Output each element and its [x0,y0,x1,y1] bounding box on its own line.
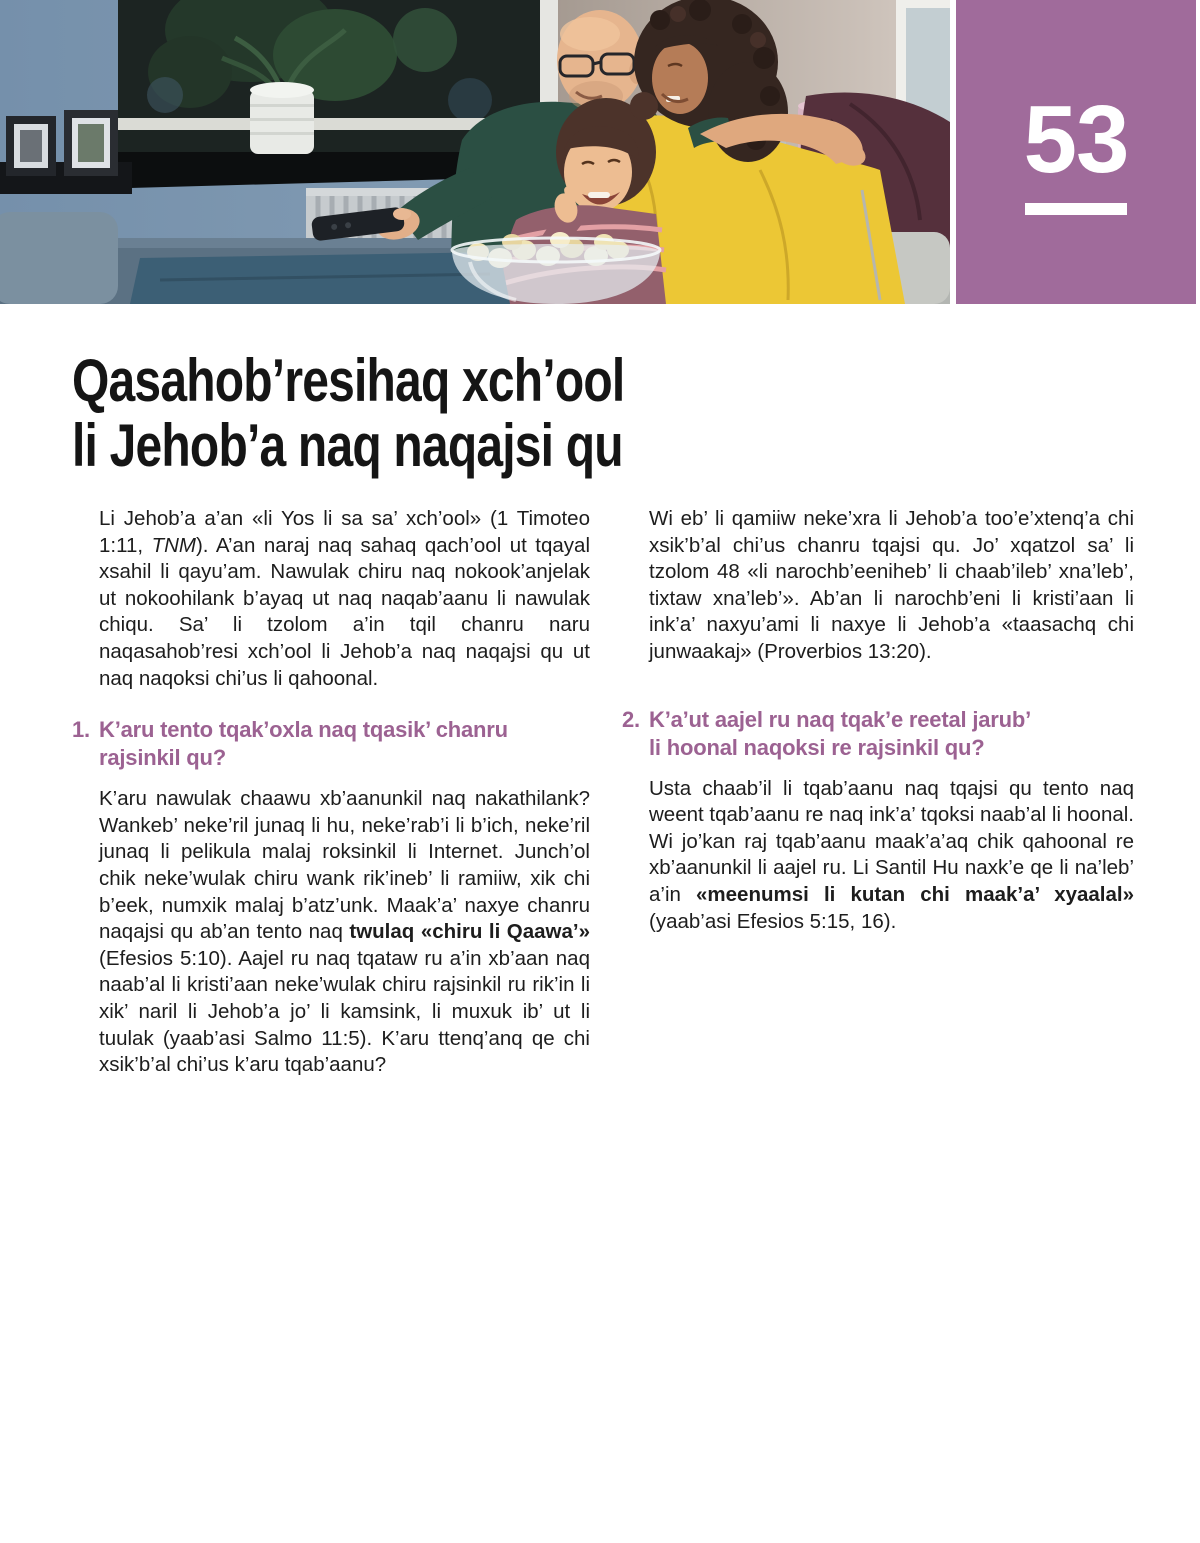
question-2-line1: K’a’ut aajel ru naq tqak’e reetal jarub’ [649,706,1032,732]
page-title-line1: Qasahob’resihaq xch’ool [72,347,625,414]
paragraph-2 [649,776,1134,936]
paragraph-1 [99,786,590,1079]
photo-illustration [0,0,950,304]
question-1-number: 1. [72,717,90,743]
text-run-bold: twulaq «chiru li Qaawa’» [349,920,591,944]
article-columns [72,506,1134,1079]
lesson-number-block [956,0,1196,304]
text-run: Usta chaab’il li tqab’aanu naq tqajsi qu tento naq weent tqab’aanu re naq ink’a’ tqoksi naab’al li hoonal. Wi jo’kan raj tqab’aanu maak’a’aq chik qahoonal re xb’aanunkil li aajel ru. Li Santil Hu naxk’e qe li na’leb’ a’in [649,776,1134,906]
question-1-text [99,716,508,772]
question-2-line2: li hoonal naqoksi re rajsinkil qu? [649,734,985,760]
text-run: ). A’an naraj naq sahaq qach’ool ut tqayal xsahil li qayu’am. Nawulak chiru naq nokook’anjelak ut nokoohilank b’ayaq ut naq naqab’aanu li nawulak chiqu. Sa’ li tzolom a’in tqil chanru naru naqasahob’resi xch’ool li Jehob’a naq naqajsi qu ut naq naqoksi chi’us li qahoonal. [99,533,590,690]
text-run: (Efesios 5:10). Aajel ru naq tqataw ru a’in xb’aan naq naab’al li kristi’aan neke’wulak chiru rajsinkil ru rik’in li xik’ naril li Jehob’a jo’ li kamsink, li muxuk ib’ ut li tuulak (yaab’asi Salmo 11:5). K’aru ttenq’anq qe chi xsik’b’al chi’us k’aru tqab’aanu? [99,946,590,1077]
text-run-bold: «meenumsi li kutan chi maak’a’ xyaalal» [696,882,1134,906]
paragraph-friends [649,506,1134,666]
question-1-line2: rajsinkil qu? [99,745,226,771]
text-run: Wi eb’ li qamiiw neke’xra li Jehob’a too’e’xtenq’a chi xsik’b’al chi’us chanru tqajsi qu. Jo’ xqatzol sa’ li tzolom 48 «li narochb’eeniheb’ li chaab’ileb’ xna’leb’, tixtaw xna’leb’». Ab’an li narochb’eni li kristi’aan li ink’a’ naxyu’ami li naxye li Jehob’a «taasachq chi junwaakaj» (Proverbios 13:20). [649,507,1134,663]
question-2-number: 2. [622,706,640,732]
paragraph-intro [99,506,590,692]
question-2 [622,706,1134,762]
lesson-number: 53 [1023,86,1129,193]
question-1-line1: K’aru tento tqak’oxla naq tqasik’ chanru [99,717,508,743]
question-2-text [649,706,1031,762]
lesson-photo [0,0,950,304]
lesson-number-underline [1025,203,1127,215]
text-run: Li Jehob’a a’an «li Yos li sa sa’ xch’ool» (1 Timoteo 1:11, [99,507,590,557]
page-title [72,348,624,478]
column-left [72,506,590,1079]
text-run: K’aru nawulak chaawu xb’aanunkil naq nakathilank? Wankeb’ neke’ril junaq li hu, neke’rab’i li b’ich, neke’ril junaq li pelikula malaj roksinkil li Internet. Junch’ol chik neke’wulak chiru wank rik’ineb’ li ramiiw, xik chi b’eek, numxik malaj b’atz’unk. Maak’a’ naxye chanru naqajsi qu ab’an tento naq [99,787,590,944]
text-run: (yaab’asi Efesios 5:15, 16). [649,909,897,933]
column-right [622,506,1134,1079]
page-title-line2: li Jehob’a naq naqajsi qu [72,412,623,479]
text-run-italic: TNM [151,533,196,557]
question-1 [72,716,590,772]
